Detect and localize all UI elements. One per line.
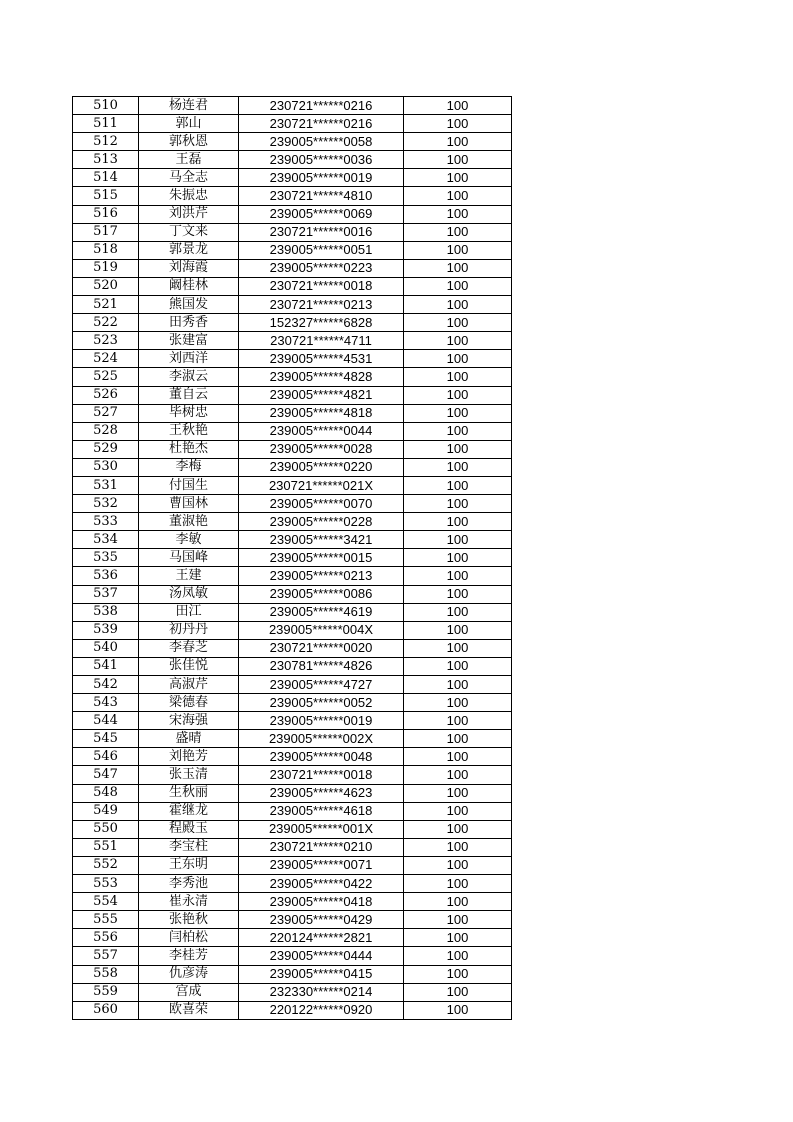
table-row xyxy=(73,856,512,874)
score-cell: 100 xyxy=(404,169,512,187)
table-row xyxy=(73,965,512,983)
row-number-cell: 555 xyxy=(73,911,139,929)
table-row xyxy=(73,621,512,639)
id-number-cell: 239005******0422 xyxy=(239,875,404,893)
score-cell: 100 xyxy=(404,223,512,241)
row-number-cell: 519 xyxy=(73,259,139,277)
id-number-cell: 220122******0920 xyxy=(239,1001,404,1019)
score-cell: 100 xyxy=(404,513,512,531)
score-cell: 100 xyxy=(404,277,512,295)
name-cell: 朱振忠 xyxy=(139,187,239,205)
row-number-cell: 534 xyxy=(73,531,139,549)
id-number-cell: 239005******0048 xyxy=(239,748,404,766)
score-cell: 100 xyxy=(404,911,512,929)
table-row xyxy=(73,748,512,766)
row-number-cell: 554 xyxy=(73,893,139,911)
name-cell: 高淑芹 xyxy=(139,676,239,694)
id-number-cell: 239005******0228 xyxy=(239,513,404,531)
table-row xyxy=(73,440,512,458)
table-row xyxy=(73,350,512,368)
table-row xyxy=(73,676,512,694)
row-number-cell: 523 xyxy=(73,332,139,350)
id-number-cell: 239005******002X xyxy=(239,730,404,748)
id-number-cell: 239005******0086 xyxy=(239,585,404,603)
score-cell: 100 xyxy=(404,476,512,494)
name-cell: 宫成 xyxy=(139,983,239,1001)
name-cell: 汤凤敏 xyxy=(139,585,239,603)
name-cell: 王秋艳 xyxy=(139,422,239,440)
row-number-cell: 536 xyxy=(73,567,139,585)
id-number-cell: 239005******0019 xyxy=(239,169,404,187)
name-cell: 生秋丽 xyxy=(139,784,239,802)
row-number-cell: 522 xyxy=(73,314,139,332)
name-cell: 盛晴 xyxy=(139,730,239,748)
name-cell: 李敏 xyxy=(139,531,239,549)
id-number-cell: 230721******0018 xyxy=(239,766,404,784)
id-number-cell: 230721******0216 xyxy=(239,115,404,133)
score-cell: 100 xyxy=(404,115,512,133)
table-row xyxy=(73,730,512,748)
name-cell: 郭秋恩 xyxy=(139,133,239,151)
name-cell: 王东明 xyxy=(139,856,239,874)
table-row xyxy=(73,187,512,205)
table-row xyxy=(73,911,512,929)
name-cell: 刘洪芹 xyxy=(139,205,239,223)
id-number-cell: 239005******0069 xyxy=(239,205,404,223)
table-row xyxy=(73,97,512,115)
table-row xyxy=(73,277,512,295)
score-cell: 100 xyxy=(404,639,512,657)
id-number-cell: 239005******3421 xyxy=(239,531,404,549)
name-cell: 宋海强 xyxy=(139,712,239,730)
name-cell: 刘海霞 xyxy=(139,259,239,277)
row-number-cell: 532 xyxy=(73,495,139,513)
table-row xyxy=(73,133,512,151)
id-number-cell: 239005******0223 xyxy=(239,259,404,277)
id-number-cell: 239005******0036 xyxy=(239,151,404,169)
table-row xyxy=(73,314,512,332)
name-cell: 董淑艳 xyxy=(139,513,239,531)
row-number-cell: 516 xyxy=(73,205,139,223)
score-cell: 100 xyxy=(404,133,512,151)
table-row xyxy=(73,223,512,241)
id-number-cell: 239005******004X xyxy=(239,621,404,639)
name-cell: 欧喜荣 xyxy=(139,1001,239,1019)
row-number-cell: 542 xyxy=(73,676,139,694)
table-row xyxy=(73,766,512,784)
id-number-cell: 232330******0214 xyxy=(239,983,404,1001)
table-row xyxy=(73,549,512,567)
score-cell: 100 xyxy=(404,567,512,585)
score-cell: 100 xyxy=(404,495,512,513)
row-number-cell: 530 xyxy=(73,458,139,476)
name-cell: 王磊 xyxy=(139,151,239,169)
score-cell: 100 xyxy=(404,603,512,621)
id-number-cell: 239005******0058 xyxy=(239,133,404,151)
score-cell: 100 xyxy=(404,1001,512,1019)
score-cell: 100 xyxy=(404,784,512,802)
score-cell: 100 xyxy=(404,694,512,712)
name-cell: 田秀香 xyxy=(139,314,239,332)
score-cell: 100 xyxy=(404,947,512,965)
roster-table xyxy=(72,96,512,1020)
row-number-cell: 510 xyxy=(73,97,139,115)
score-cell: 100 xyxy=(404,875,512,893)
score-cell: 100 xyxy=(404,296,512,314)
roster-body xyxy=(73,97,512,1020)
id-number-cell: 239005******0071 xyxy=(239,856,404,874)
table-row xyxy=(73,784,512,802)
table-row xyxy=(73,495,512,513)
name-cell: 刘西洋 xyxy=(139,350,239,368)
row-number-cell: 517 xyxy=(73,223,139,241)
id-number-cell: 239005******001X xyxy=(239,820,404,838)
id-number-cell: 220124******2821 xyxy=(239,929,404,947)
name-cell: 李桂芳 xyxy=(139,947,239,965)
score-cell: 100 xyxy=(404,676,512,694)
name-cell: 丁文来 xyxy=(139,223,239,241)
table-row xyxy=(73,476,512,494)
score-cell: 100 xyxy=(404,657,512,675)
id-number-cell: 239005******4727 xyxy=(239,676,404,694)
row-number-cell: 541 xyxy=(73,657,139,675)
score-cell: 100 xyxy=(404,820,512,838)
table-row xyxy=(73,820,512,838)
id-number-cell: 239005******4619 xyxy=(239,603,404,621)
name-cell: 程殿玉 xyxy=(139,820,239,838)
score-cell: 100 xyxy=(404,241,512,259)
name-cell: 付国生 xyxy=(139,476,239,494)
id-number-cell: 239005******0220 xyxy=(239,458,404,476)
id-number-cell: 230721******0016 xyxy=(239,223,404,241)
score-cell: 100 xyxy=(404,929,512,947)
name-cell: 崔永清 xyxy=(139,893,239,911)
table-row xyxy=(73,458,512,476)
row-number-cell: 528 xyxy=(73,422,139,440)
table-row xyxy=(73,694,512,712)
row-number-cell: 512 xyxy=(73,133,139,151)
id-number-cell: 239005******4618 xyxy=(239,802,404,820)
id-number-cell: 152327******6828 xyxy=(239,314,404,332)
score-cell: 100 xyxy=(404,983,512,1001)
table-row xyxy=(73,513,512,531)
id-number-cell: 239005******0444 xyxy=(239,947,404,965)
score-cell: 100 xyxy=(404,314,512,332)
score-cell: 100 xyxy=(404,621,512,639)
table-row xyxy=(73,567,512,585)
name-cell: 张佳悦 xyxy=(139,657,239,675)
table-row xyxy=(73,875,512,893)
id-number-cell: 239005******4623 xyxy=(239,784,404,802)
name-cell: 闫柏松 xyxy=(139,929,239,947)
table-row xyxy=(73,657,512,675)
name-cell: 李春芝 xyxy=(139,639,239,657)
table-row xyxy=(73,838,512,856)
name-cell: 张玉清 xyxy=(139,766,239,784)
table-row xyxy=(73,332,512,350)
id-number-cell: 230721******4810 xyxy=(239,187,404,205)
row-number-cell: 526 xyxy=(73,386,139,404)
score-cell: 100 xyxy=(404,151,512,169)
table-row xyxy=(73,929,512,947)
row-number-cell: 548 xyxy=(73,784,139,802)
id-number-cell: 239005******0070 xyxy=(239,495,404,513)
id-number-cell: 239005******0019 xyxy=(239,712,404,730)
table-row xyxy=(73,205,512,223)
row-number-cell: 533 xyxy=(73,513,139,531)
table-row xyxy=(73,893,512,911)
table-row xyxy=(73,712,512,730)
name-cell: 李秀池 xyxy=(139,875,239,893)
table-row xyxy=(73,639,512,657)
score-cell: 100 xyxy=(404,766,512,784)
name-cell: 郭山 xyxy=(139,115,239,133)
table-row xyxy=(73,115,512,133)
score-cell: 100 xyxy=(404,730,512,748)
table-row xyxy=(73,386,512,404)
score-cell: 100 xyxy=(404,368,512,386)
row-number-cell: 524 xyxy=(73,350,139,368)
row-number-cell: 525 xyxy=(73,368,139,386)
row-number-cell: 552 xyxy=(73,856,139,874)
id-number-cell: 230721******0018 xyxy=(239,277,404,295)
score-cell: 100 xyxy=(404,549,512,567)
id-number-cell: 239005******0015 xyxy=(239,549,404,567)
id-number-cell: 239005******0051 xyxy=(239,241,404,259)
id-number-cell: 239005******0415 xyxy=(239,965,404,983)
name-cell: 杜艳杰 xyxy=(139,440,239,458)
score-cell: 100 xyxy=(404,838,512,856)
row-number-cell: 518 xyxy=(73,241,139,259)
score-cell: 100 xyxy=(404,712,512,730)
name-cell: 张艳秋 xyxy=(139,911,239,929)
score-cell: 100 xyxy=(404,440,512,458)
name-cell: 梁德春 xyxy=(139,694,239,712)
row-number-cell: 521 xyxy=(73,296,139,314)
row-number-cell: 547 xyxy=(73,766,139,784)
table-row xyxy=(73,404,512,422)
row-number-cell: 546 xyxy=(73,748,139,766)
id-number-cell: 239005******4531 xyxy=(239,350,404,368)
name-cell: 李淑云 xyxy=(139,368,239,386)
id-number-cell: 239005******0052 xyxy=(239,694,404,712)
row-number-cell: 520 xyxy=(73,277,139,295)
id-number-cell: 230721******021X xyxy=(239,476,404,494)
score-cell: 100 xyxy=(404,422,512,440)
id-number-cell: 239005******0044 xyxy=(239,422,404,440)
id-number-cell: 239005******4821 xyxy=(239,386,404,404)
score-cell: 100 xyxy=(404,856,512,874)
row-number-cell: 529 xyxy=(73,440,139,458)
score-cell: 100 xyxy=(404,404,512,422)
row-number-cell: 560 xyxy=(73,1001,139,1019)
score-cell: 100 xyxy=(404,97,512,115)
name-cell: 毕树忠 xyxy=(139,404,239,422)
row-number-cell: 531 xyxy=(73,476,139,494)
score-cell: 100 xyxy=(404,531,512,549)
row-number-cell: 558 xyxy=(73,965,139,983)
row-number-cell: 540 xyxy=(73,639,139,657)
id-number-cell: 230721******0216 xyxy=(239,97,404,115)
row-number-cell: 515 xyxy=(73,187,139,205)
id-number-cell: 239005******0213 xyxy=(239,567,404,585)
score-cell: 100 xyxy=(404,965,512,983)
table-row xyxy=(73,169,512,187)
row-number-cell: 559 xyxy=(73,983,139,1001)
row-number-cell: 539 xyxy=(73,621,139,639)
id-number-cell: 239005******0429 xyxy=(239,911,404,929)
name-cell: 刘艳芳 xyxy=(139,748,239,766)
score-cell: 100 xyxy=(404,802,512,820)
row-number-cell: 556 xyxy=(73,929,139,947)
row-number-cell: 527 xyxy=(73,404,139,422)
id-number-cell: 230721******0210 xyxy=(239,838,404,856)
id-number-cell: 230721******4711 xyxy=(239,332,404,350)
table-row xyxy=(73,802,512,820)
score-cell: 100 xyxy=(404,350,512,368)
score-cell: 100 xyxy=(404,187,512,205)
score-cell: 100 xyxy=(404,748,512,766)
name-cell: 张建富 xyxy=(139,332,239,350)
table-row xyxy=(73,983,512,1001)
name-cell: 初丹丹 xyxy=(139,621,239,639)
score-cell: 100 xyxy=(404,332,512,350)
name-cell: 马国峰 xyxy=(139,549,239,567)
name-cell: 李梅 xyxy=(139,458,239,476)
row-number-cell: 513 xyxy=(73,151,139,169)
row-number-cell: 538 xyxy=(73,603,139,621)
table-row xyxy=(73,603,512,621)
row-number-cell: 545 xyxy=(73,730,139,748)
row-number-cell: 537 xyxy=(73,585,139,603)
id-number-cell: 239005******0418 xyxy=(239,893,404,911)
score-cell: 100 xyxy=(404,585,512,603)
table-row xyxy=(73,151,512,169)
table-row xyxy=(73,368,512,386)
id-number-cell: 239005******0028 xyxy=(239,440,404,458)
id-number-cell: 230721******0020 xyxy=(239,639,404,657)
name-cell: 熊国发 xyxy=(139,296,239,314)
score-cell: 100 xyxy=(404,458,512,476)
table-row xyxy=(73,585,512,603)
name-cell: 李宝柱 xyxy=(139,838,239,856)
table-row xyxy=(73,422,512,440)
name-cell: 王建 xyxy=(139,567,239,585)
name-cell: 霍继龙 xyxy=(139,802,239,820)
name-cell: 田江 xyxy=(139,603,239,621)
table-row xyxy=(73,1001,512,1019)
score-cell: 100 xyxy=(404,386,512,404)
row-number-cell: 549 xyxy=(73,802,139,820)
score-cell: 100 xyxy=(404,259,512,277)
table-row xyxy=(73,259,512,277)
table-row xyxy=(73,947,512,965)
name-cell: 马全志 xyxy=(139,169,239,187)
table-row xyxy=(73,241,512,259)
score-cell: 100 xyxy=(404,893,512,911)
name-cell: 郭景龙 xyxy=(139,241,239,259)
row-number-cell: 550 xyxy=(73,820,139,838)
row-number-cell: 557 xyxy=(73,947,139,965)
table-row xyxy=(73,296,512,314)
id-number-cell: 239005******4828 xyxy=(239,368,404,386)
id-number-cell: 230721******0213 xyxy=(239,296,404,314)
id-number-cell: 230781******4826 xyxy=(239,657,404,675)
name-cell: 仇彦涛 xyxy=(139,965,239,983)
score-cell: 100 xyxy=(404,205,512,223)
name-cell: 曹国林 xyxy=(139,495,239,513)
row-number-cell: 551 xyxy=(73,838,139,856)
name-cell: 阚桂林 xyxy=(139,277,239,295)
name-cell: 董自云 xyxy=(139,386,239,404)
id-number-cell: 239005******4818 xyxy=(239,404,404,422)
row-number-cell: 553 xyxy=(73,875,139,893)
table-row xyxy=(73,531,512,549)
row-number-cell: 514 xyxy=(73,169,139,187)
name-cell: 杨连君 xyxy=(139,97,239,115)
row-number-cell: 543 xyxy=(73,694,139,712)
row-number-cell: 544 xyxy=(73,712,139,730)
row-number-cell: 535 xyxy=(73,549,139,567)
row-number-cell: 511 xyxy=(73,115,139,133)
